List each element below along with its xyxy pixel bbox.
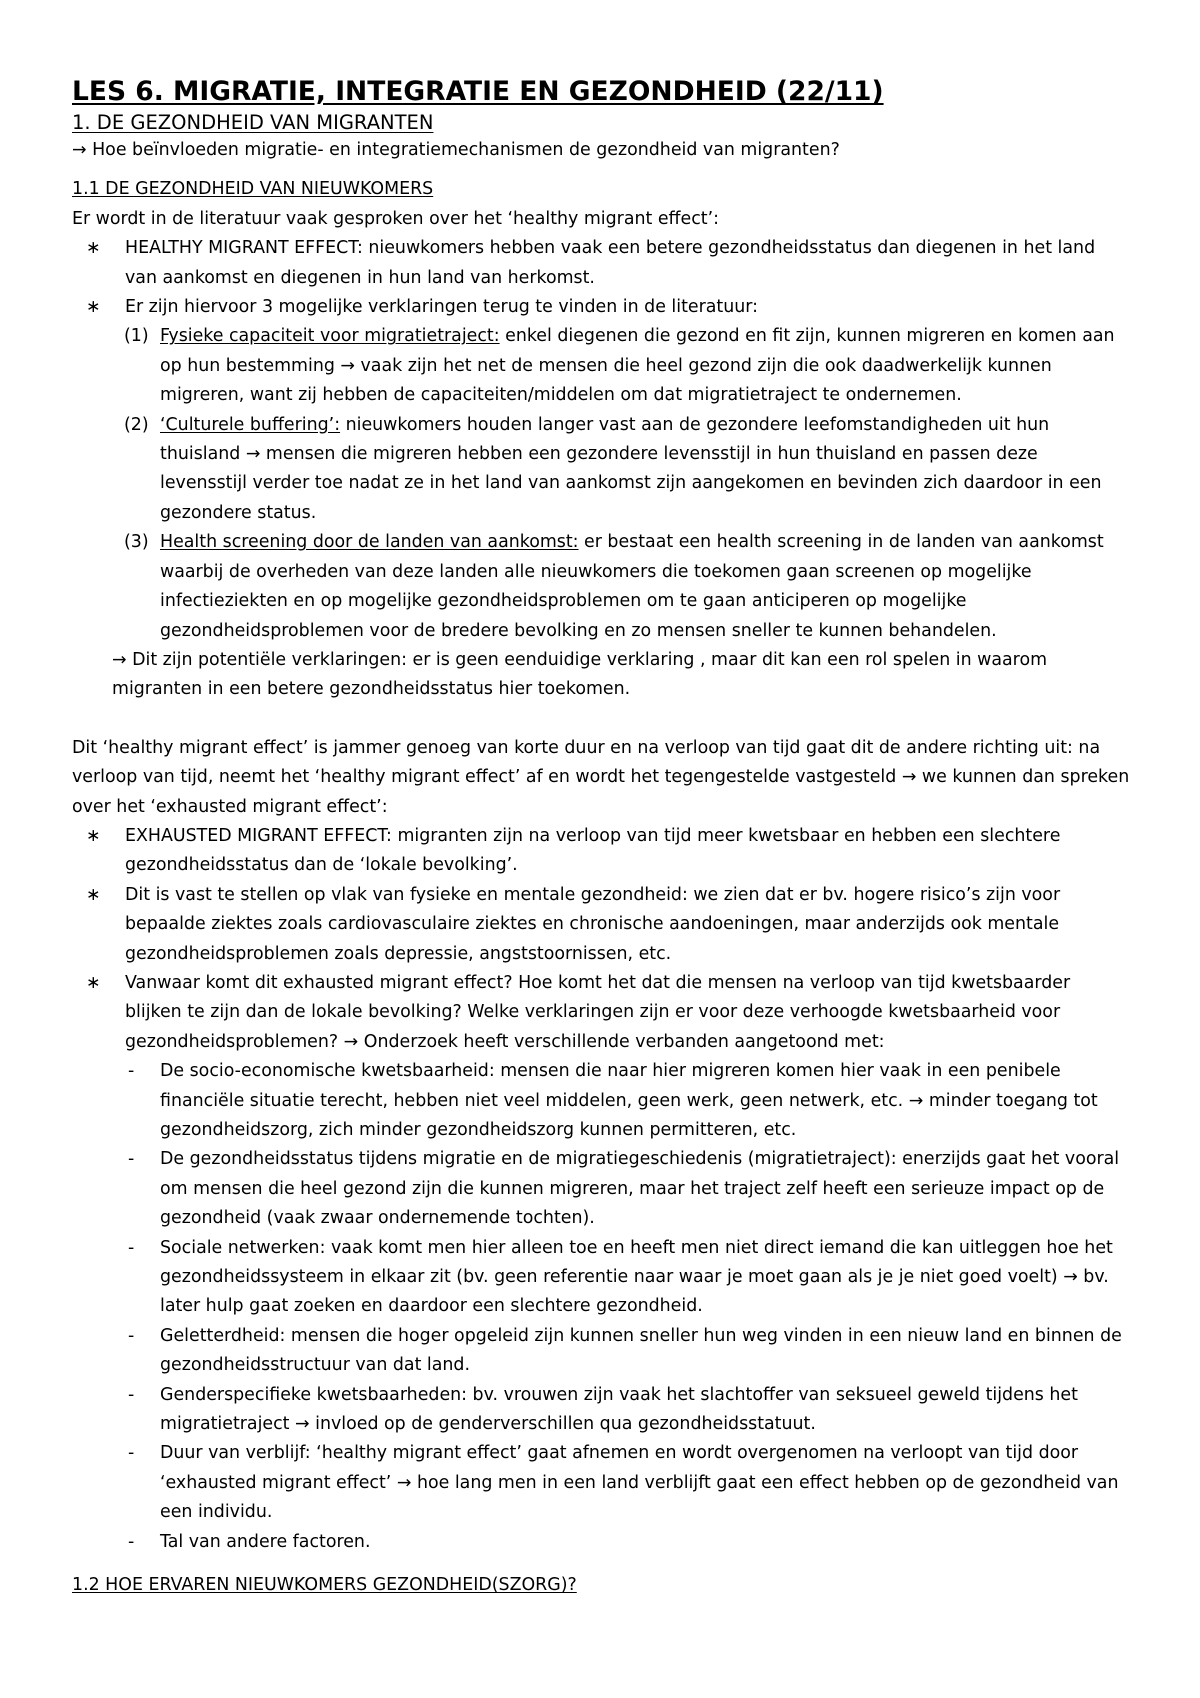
bullet-marker: ∗: [86, 297, 101, 318]
explanation-text: enkel diegenen die gezond en fit zijn, kunnen migreren en komen aan op hun bestemming → vaak zijn het net de mensen die heel gezond zijn die ook daadwerkelijk kunnen migreren, want zij hebben de capaciteiten/middelen om dat migratietraject te ondernemen.: [160, 326, 1115, 406]
explanation-label: Fysieke capaciteit voor migratietraject:: [160, 326, 500, 347]
factor-text: Duur van verblijf: ‘healthy migrant effect’ gaat afnemen en wordt overgenomen na verloopt van tijd door ‘exhausted migrant effect’ → hoe lang men in een land verblijft gaat een effect hebben op de gezondheid van een individu.: [160, 1443, 1119, 1523]
list-number: (2): [124, 414, 149, 435]
list-item: [72, 411, 1130, 529]
section-1-1-heading: 1.1 DE GEZONDHEID VAN NIEUWKOMERS: [72, 179, 434, 200]
bullet-text: HEALTHY MIGRANT EFFECT: nieuwkomers hebben vaak een betere gezondheidsstatus dan diegenen in het land van aankomst en diegenen in hun land van herkomst.: [125, 238, 1096, 288]
factors-list: [72, 1057, 1130, 1557]
section-1-heading: 1. DE GEZONDHEID VAN MIGRANTEN: [72, 111, 434, 134]
list-number: (3): [124, 532, 149, 553]
factor-text: De gezondheidsstatus tijdens migratie en de migratiegeschiedenis (migratietraject): enerzijds gaat het vooral om mensen die heel gezond zijn die kunnen migreren, maar het traject zelf heeft een serieuze impact op de gezondheid (vaak zwaar ondernemende tochten).: [160, 1149, 1120, 1229]
explanations-list: [72, 322, 1130, 645]
list-item: [72, 1145, 1130, 1233]
list-item: [72, 1234, 1130, 1322]
section-1-question: → Hoe beïnvloeden migratie- en integratiemechanismen de gezondheid van migranten?: [72, 140, 840, 160]
bullet-text: Vanwaar komt dit exhausted migrant effect? Hoe komt het dat die mensen na verloop van tijd kwetsbaarder blijken te zijn dan de lokale bevolking? Welke verklaringen zijn er voor deze verhoogde kwetsbaarheid voor gezondheidsproblemen? → Onderzoek heeft verschillende verbanden aangetoond met:: [125, 972, 1071, 1052]
dash-marker: -: [128, 1325, 135, 1346]
list-item: [72, 1057, 1130, 1145]
bullet-text: Dit is vast te stellen op vlak van fysieke en mentale gezondheid: we zien dat er bv. hogere risico’s zijn voor bepaalde ziektes zoals cardiovasculaire ziektes en chronische aandoeningen, maar anderzijds ook mentale gezondheidsproblemen zoals depressie, angststoornissen, etc.: [125, 884, 1061, 964]
factor-text: Genderspecifieke kwetsbaarheden: bv. vrouwen zijn vaak het slachtoffer van seksueel geweld tijdens het migratietraject → invloed op de genderverschillen qua gezondheidsstatuut.: [160, 1384, 1078, 1435]
bullet-text: Er zijn hiervoor 3 mogelijke verklaringen terug te vinden in de literatuur:: [125, 297, 758, 318]
factor-text: Tal van andere factoren.: [160, 1531, 371, 1552]
list-item: [72, 1439, 1130, 1527]
explanation-label: ‘Culturele buffering’:: [160, 414, 341, 435]
dash-marker: -: [128, 1443, 135, 1464]
explanation-label: Health screening door de landen van aankomst:: [160, 532, 579, 553]
page-title: LES 6. MIGRATIE, INTEGRATIE EN GEZONDHEID (22/11): [72, 76, 884, 107]
list-item: [72, 234, 1130, 293]
factor-text: De socio-economische kwetsbaarheid: mensen die naar hier migreren komen hier vaak in een penibele financiële situatie terecht, hebben niet veel middelen, geen werk, geen netwerk, etc. → minder toegang tot gezondheidszorg, zich minder gezondheidszorg kunnen permitteren, etc.: [160, 1061, 1098, 1140]
section-1-1-intro: Er wordt in de literatuur vaak gesproken over het ‘healthy migrant effect’:: [72, 208, 719, 229]
dash-marker: -: [128, 1531, 135, 1552]
paragraph-gap: [72, 705, 1130, 734]
explanation-text: nieuwkomers houden langer vast aan de gezondere leefomstandigheden uit hun thuisland → mensen die migreren hebben een gezondere levensstijl in hun thuisland en passen deze levensstijl verder toe nadat ze in het land van aankomst zijn aangekomen en bevinden zich daardoor in een gezondere status.: [160, 414, 1102, 523]
factor-text: Geletterdheid: mensen die hoger opgeleid zijn kunnen sneller hun weg vinden in een nieuw land en binnen de gezondheidsstructuur van dat land.: [160, 1325, 1122, 1376]
bullet-list-1: [72, 234, 1130, 322]
list-item: [72, 822, 1130, 881]
exhausted-intro-paragraph: Dit ‘healthy migrant effect’ is jammer genoeg van korte duur en na verloop van tijd gaat dit de andere richting uit: na verloop van tijd, neemt het ‘healthy migrant effect’ af en wordt het tegengestelde vastgesteld → we kunnen dan spreken over het ‘exhausted migrant effect’:: [72, 737, 1130, 817]
bullet-marker: ∗: [86, 972, 101, 993]
list-item: [72, 881, 1130, 969]
list-item: [72, 969, 1130, 1057]
list-item: [72, 1322, 1130, 1381]
list-item: [72, 1528, 1130, 1557]
list-item: [72, 1381, 1130, 1440]
bullet-text: EXHAUSTED MIGRANT EFFECT: migranten zijn na verloop van tijd meer kwetsbaar en hebben een slechtere gezondheidsstatus dan de ‘lokale bevolking’.: [125, 825, 1061, 876]
explanations-note: → Dit zijn potentiële verklaringen: er is geen eenduidige verklaring , maar dit kan een rol spelen in waarom migranten in een betere gezondheidsstatus hier toekomen.: [112, 649, 1048, 700]
dash-marker: -: [128, 1061, 135, 1082]
dash-marker: -: [128, 1237, 135, 1258]
dash-marker: -: [128, 1384, 135, 1405]
bullet-marker: ∗: [86, 825, 101, 846]
bullet-marker: ∗: [86, 238, 101, 259]
list-number: (1): [124, 326, 149, 347]
dash-marker: -: [128, 1149, 135, 1170]
factor-text: Sociale netwerken: vaak komt men hier alleen toe en heeft men niet direct iemand die kan uitleggen hoe het gezondheidssysteem in elkaar zit (bv. geen referentie naar waar je moet gaan als je je niet goed voelt) → bv. later hulp gaat zoeken en daardoor een slechtere gezondheid.: [160, 1237, 1113, 1317]
list-item: [72, 322, 1130, 410]
bullet-list-2: [72, 822, 1130, 1057]
explanation-text: er bestaat een health screening in de landen van aankomst waarbij de overheden van deze landen alle nieuwkomers die toekomen gaan screenen op mogelijke infectieziekten en op mogelijke gezondheidsproblemen om te gaan anticiperen op mogelijke gezondheidsproblemen voor de bredere bevolking en zo mensen sneller te kunnen behandelen.: [160, 532, 1104, 641]
section-1-2-heading: 1.2 HOE ERVAREN NIEUWKOMERS GEZONDHEID(SZORG)?: [72, 1575, 577, 1596]
list-item: [72, 293, 1130, 322]
bullet-marker: ∗: [86, 884, 101, 905]
list-item: [72, 528, 1130, 646]
